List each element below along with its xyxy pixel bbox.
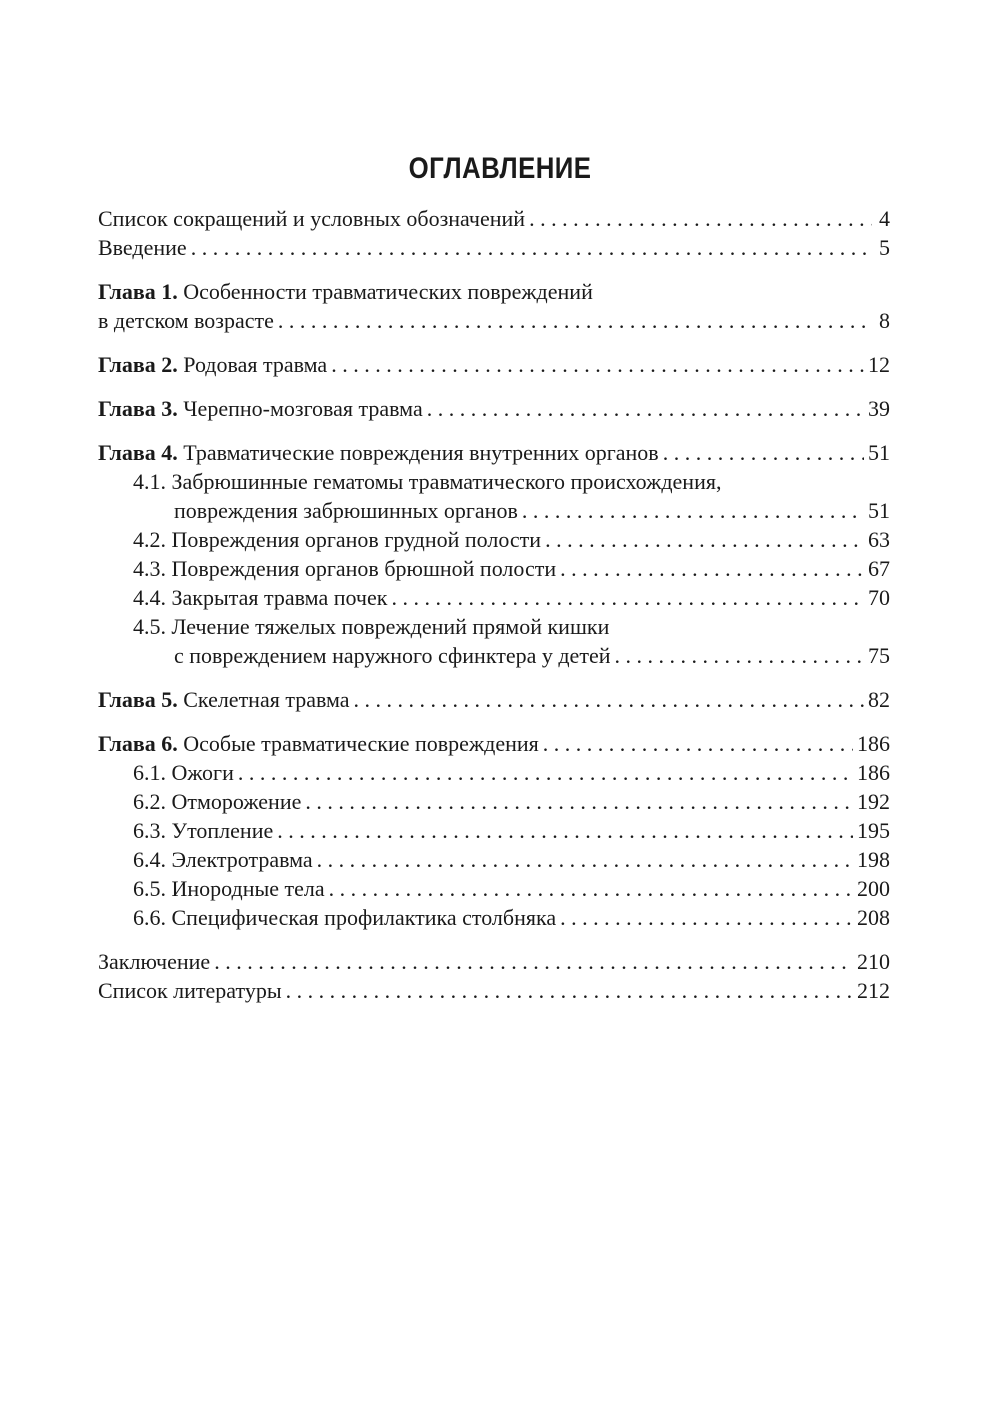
chapter-label: Глава 1. [98, 279, 178, 304]
toc-chapter-3[interactable] [98, 394, 890, 423]
dot-leader [545, 525, 864, 554]
toc-page-number: 186 [857, 731, 890, 756]
toc-entry-text: Специфическая профилактика столбняка [171, 905, 557, 930]
toc-entry-text: Родовая травма [183, 352, 328, 377]
toc-entry-references[interactable] [98, 976, 890, 1005]
dot-leader [214, 947, 853, 976]
toc-page-number: 198 [857, 847, 890, 872]
dot-leader [427, 394, 864, 423]
dot-leader [331, 350, 864, 379]
section-number: 4.5. [133, 614, 166, 639]
dot-leader [522, 496, 864, 525]
toc-entry-conclusion[interactable] [98, 947, 890, 976]
dot-leader [543, 729, 853, 758]
toc-entry-text: Закрытая травма почек [171, 585, 388, 610]
toc-entry-text: Список сокращений и условных обозначений [98, 206, 526, 231]
toc-page-number: 5 [879, 235, 890, 260]
toc-page-number: 8 [879, 308, 890, 333]
toc-chapter-5[interactable] [98, 685, 890, 714]
chapter-label: Глава 4. [98, 440, 178, 465]
dot-leader [329, 874, 853, 903]
dot-leader [614, 641, 864, 670]
toc-chapter-2[interactable] [98, 350, 890, 379]
toc-section-4-4[interactable] [98, 583, 890, 612]
toc-entry-text: Утопление [171, 818, 274, 843]
toc-chapter-6[interactable] [98, 729, 890, 758]
toc-entry-text: Заключение [98, 949, 211, 974]
toc-page-number: 70 [868, 585, 890, 610]
toc-entry-text: Отморожение [171, 789, 302, 814]
toc-section-6-6[interactable] [98, 903, 890, 932]
toc-page-number: 210 [857, 949, 890, 974]
toc-entry-text: с повреждением наружного сфинктера у детей [174, 643, 611, 668]
toc-section-4-1[interactable] [98, 496, 890, 525]
table-of-contents [98, 204, 890, 1005]
toc-section-6-4[interactable] [98, 845, 890, 874]
toc-chapter-1[interactable] [98, 306, 890, 335]
toc-entry-text: Повреждения органов грудной полости [171, 527, 542, 552]
toc-section-6-2[interactable] [98, 787, 890, 816]
toc-page-number: 67 [868, 556, 890, 581]
page-title: ОГЛАВЛЕНИЕ [408, 152, 592, 185]
toc-entry-text: Скелетная травма [183, 687, 350, 712]
dot-leader [317, 845, 853, 874]
toc-page-number: 208 [857, 905, 890, 930]
toc-entry-text: Ожоги [171, 760, 234, 785]
dot-leader [305, 787, 853, 816]
toc-section-6-3[interactable] [98, 816, 890, 845]
toc-page-number: 51 [868, 440, 890, 465]
toc-entry-text: Список литературы [98, 978, 282, 1003]
toc-entry-introduction[interactable] [98, 233, 890, 262]
section-number: 6.6. [133, 905, 166, 930]
toc-entry-text: Повреждения органов брюшной полости [171, 556, 557, 581]
dot-leader [191, 233, 872, 262]
toc-entry-text: в детском возрасте [98, 308, 274, 333]
dot-leader [286, 976, 853, 1005]
toc-chapter-1-heading[interactable] [98, 277, 890, 306]
section-number: 6.4. [133, 847, 166, 872]
toc-page-number: 39 [868, 396, 890, 421]
dot-leader [238, 758, 853, 787]
chapter-label: Глава 2. [98, 352, 178, 377]
toc-entry-text: Черепно-мозговая травма [183, 396, 423, 421]
toc-section-4-1-heading[interactable] [98, 467, 890, 496]
toc-section-6-5[interactable] [98, 874, 890, 903]
toc-section-6-1[interactable] [98, 758, 890, 787]
toc-page-number: 82 [868, 687, 890, 712]
toc-entry-text: Особенности травматических повреждений [183, 279, 593, 304]
dot-leader [529, 204, 872, 233]
toc-section-4-2[interactable] [98, 525, 890, 554]
section-number: 4.1. [133, 469, 166, 494]
section-number: 4.2. [133, 527, 166, 552]
toc-entry-text: Забрюшинные гематомы травматического происхождения, [171, 469, 722, 494]
toc-entry-text: повреждения забрюшинных органов [174, 498, 518, 523]
toc-chapter-4[interactable] [98, 438, 890, 467]
dot-leader [391, 583, 864, 612]
toc-entry-text: Лечение тяжелых повреждений прямой кишки [171, 614, 610, 639]
toc-entry-text: Особые травматические повреждения [183, 731, 539, 756]
toc-section-4-5-heading[interactable] [98, 612, 890, 641]
dot-leader [663, 438, 864, 467]
section-number: 6.3. [133, 818, 166, 843]
dot-leader [278, 306, 872, 335]
dot-leader [277, 816, 853, 845]
section-number: 6.1. [133, 760, 166, 785]
toc-page-number: 75 [868, 643, 890, 668]
toc-entry-abbreviations[interactable] [98, 204, 890, 233]
toc-page-number: 200 [857, 876, 890, 901]
chapter-label: Глава 3. [98, 396, 178, 421]
toc-page-number: 63 [868, 527, 890, 552]
toc-page-number: 4 [879, 206, 890, 231]
toc-entry-text: Инородные тела [171, 876, 325, 901]
dot-leader [354, 685, 864, 714]
section-number: 4.3. [133, 556, 166, 581]
toc-section-4-5[interactable] [98, 641, 890, 670]
toc-entry-text: Травматические повреждения внутренних органов [183, 440, 659, 465]
chapter-label: Глава 6. [98, 731, 178, 756]
toc-section-4-3[interactable] [98, 554, 890, 583]
toc-page-number: 12 [868, 352, 890, 377]
toc-page-number: 195 [857, 818, 890, 843]
section-number: 6.2. [133, 789, 166, 814]
toc-page-number: 186 [857, 760, 890, 785]
section-number: 4.4. [133, 585, 166, 610]
toc-entry-text: Введение [98, 235, 187, 260]
section-number: 6.5. [133, 876, 166, 901]
toc-page-number: 212 [857, 978, 890, 1003]
toc-entry-text: Электротравма [171, 847, 313, 872]
toc-page-number: 192 [857, 789, 890, 814]
dot-leader [560, 903, 853, 932]
chapter-label: Глава 5. [98, 687, 178, 712]
dot-leader [560, 554, 864, 583]
toc-page-number: 51 [868, 498, 890, 523]
